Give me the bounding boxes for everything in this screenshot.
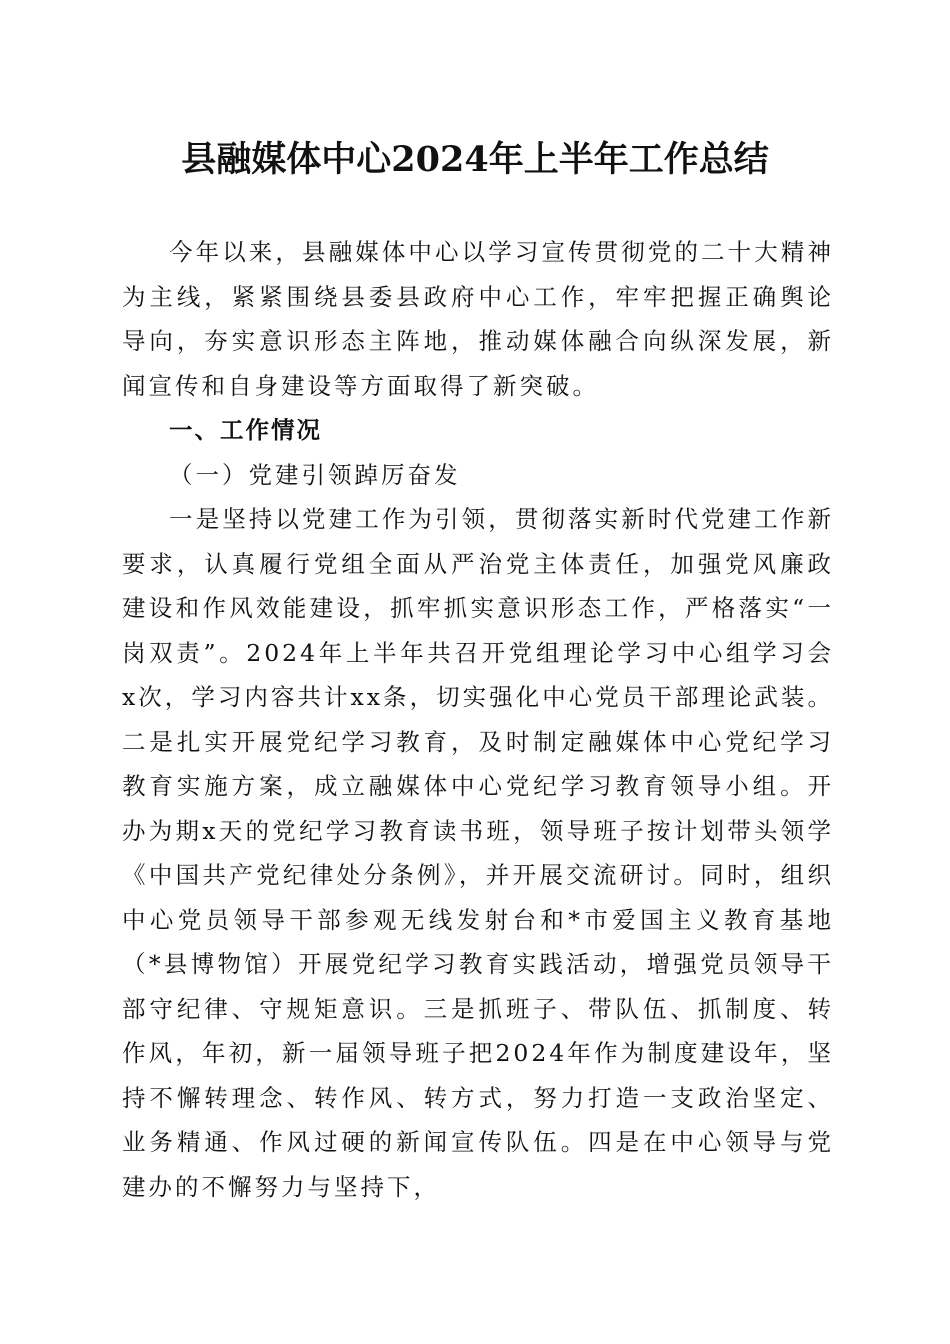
- party-building-paragraph: 一是坚持以党建工作为引领，贯彻落实新时代党建工作新要求，认真履行党组全面从严治党主体责任，加强党风廉政建设和作风效能建设，抓牢抓实意识形态工作，严格落实“一岗双责”。2024年上半年共召开党组理论学习中心组学习会x次，学习内容共计xx条，切实强化中心党员干部理论武装。二是扎实开展党纪学习教育，及时制定融媒体中心党纪学习教育实施方案，成立融媒体中心党纪学习教育领导小组。开办为期x天的党纪学习教育读书班，领导班子按计划带头领学《中国共产党纪律处分条例》，并开展交流研讨。同时，组织中心党员领导干部参观无线发射台和*市爱国主义教育基地（*县博物馆）开展党纪学习教育实践活动，增强党员领导干部守纪律、守规矩意识。三是抓班子、带队伍、抓制度、转作风，年初，新一届领导班子把2024年作为制度建设年，坚持不懈转理念、转作风、转方式，努力打造一支政治坚定、业务精通、作风过硬的新闻宣传队伍。四是在中心领导与党建办的不懈努力与坚持下，: [122, 505, 834, 1201]
- subsection-heading-party-building: （一）党建引领踔厉奋发: [169, 460, 461, 489]
- section-heading-work-status: 一、工作情况: [169, 416, 322, 444]
- document-title: 县融媒体中心2024年上半年工作总结: [181, 139, 769, 180]
- intro-paragraph: 今年以来，县融媒体中心以学习宣传贯彻党的二十大精神为主线，紧紧围绕县委县政府中心工作，牢牢把握正确舆论导向，夯实意识形态主阵地，推动媒体融合向纵深发展，新闻宣传和自身建设等方面取得了新突破。: [122, 238, 834, 400]
- document-body: [122, 230, 834, 1209]
